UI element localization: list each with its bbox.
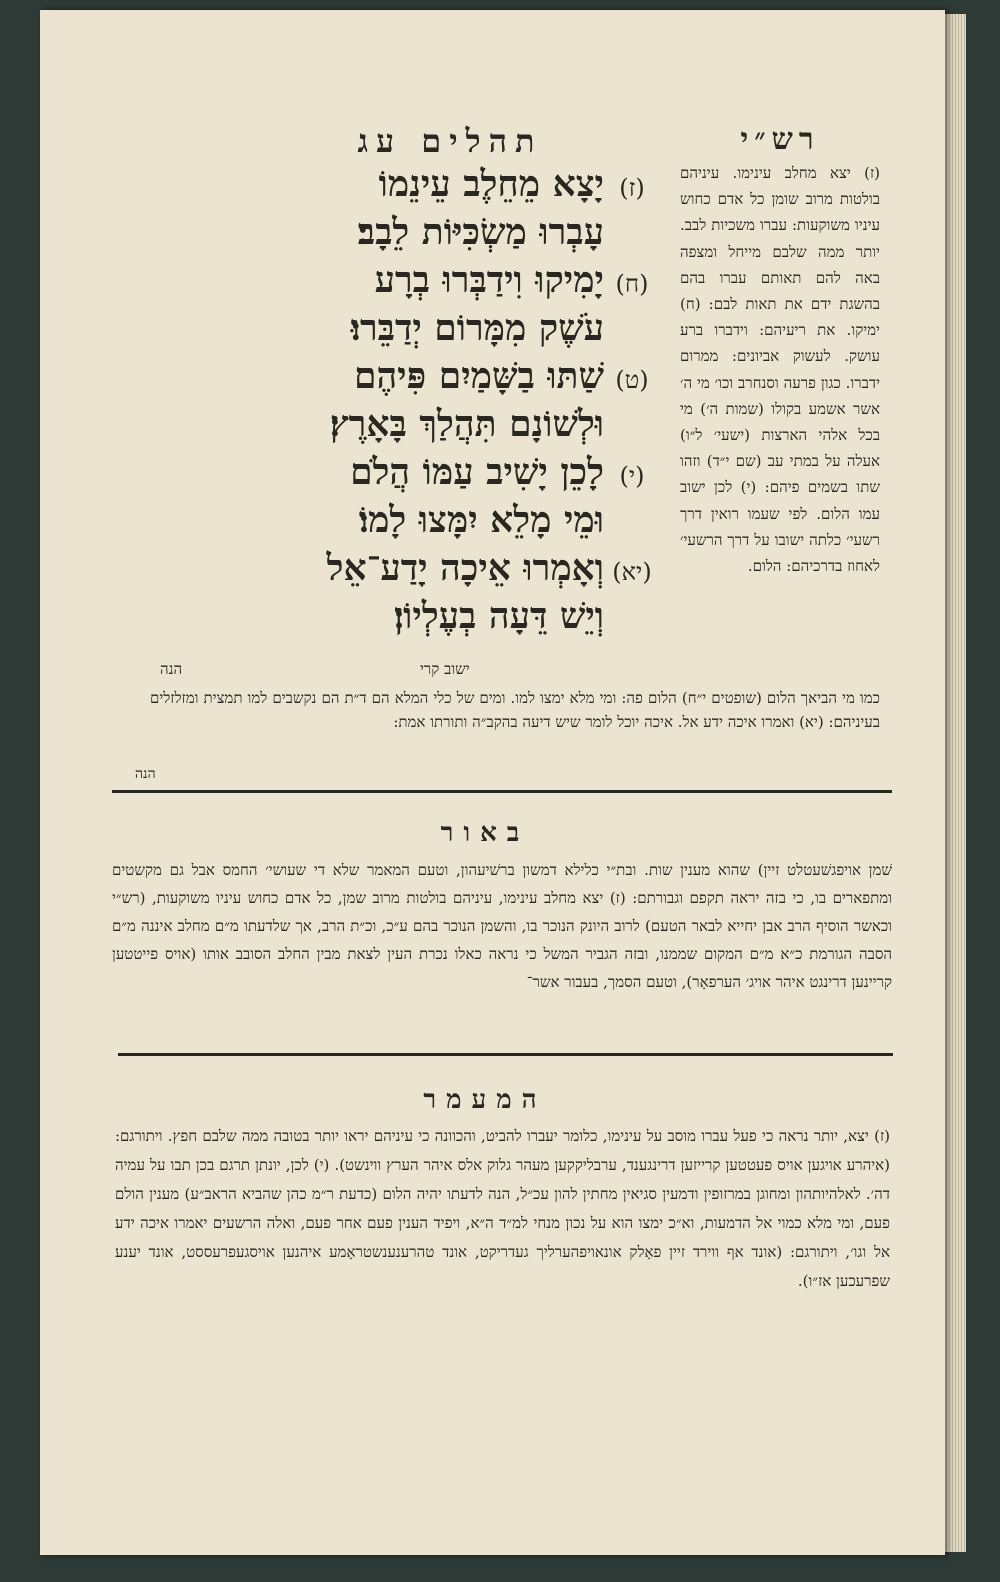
running-title: תהלים עג: [357, 122, 543, 160]
verse-7-line-1: [270, 160, 660, 208]
verses-block: [270, 160, 660, 640]
verse-text: עָבְרוּ מַשְׂכִּיּוֹת לֵבָב׃: [357, 211, 604, 253]
rashi-header: רש״י: [740, 122, 820, 157]
rashi-column-text: (ז) יצא מחלב עינימו. עיניהם בולטות מרוב שומן כל אדם כחוש עיניו משוקעות: עברו משכיות לבב. יותר ממה שלבם מייחל ומצפה באה להם תאותם עברו בהם בהשגת ידם את תאות לבם: (ח) ימיקו. את ריעיהם: וידברו ברע עושק. לעשוק אביונים: ממרום ידברו. כגון פרעה וסנחרב וכו׳ מי ה׳ אשר אשמע בקולו (שמות ה׳) מי בכל אלהי הארצות (ישעי׳ ל״ו) אעלה על במתי עב (שם י״ד) וזהו שתו בשמים פיהם: (י) לכן ישוב עמו הלום. לפי שעמו רואין דרך רשעי׳ כלתה ישובו על דרך הרשעי׳ לאחוז בדרכיהם: הלום.: [680, 164, 880, 576]
verse-number: (ז): [619, 174, 645, 202]
verse-11-line-2: [270, 592, 660, 640]
verse-text: שַׁתּוּ בַשָּׁמַיִם פִּיהֶם: [354, 355, 604, 397]
rashi-commentary-column: [680, 160, 880, 579]
verse-catchword: הנה: [160, 660, 183, 678]
biur-title: באור: [440, 818, 530, 848]
verse-10-line-1: [270, 448, 660, 496]
verse-number: (ט): [615, 366, 649, 394]
biur-text: שׁמן אויפגשׁעטלט זיין) שהוא מענין שות. ובת״י כלילא דמשון ברשׁיעהון, וטעם המאמר שלא די שעושי׳ החמס אבל גם מקשטים ומתפארים בו, כי בזה יראה תקפם וגבורתם: (ז) יצא מחלב עינימו, עיניהם בולטות מרוב שמן, כל אדם כחוש עיניו משוקעות, (רש״י וכאשר הוסיף הרב אבן יחייא לבאר הטעם) לרוב היונק הנוכר בו, והשמן הנוכר בהם ע״כ, וכ״ת הרב, אך שלדעתו מ״ם מחלב איננה מ״ם הסבה הגורמת כ״א מ״ם המקום שממנו, ובזה הגביר המשל כי נראה כאלו נכרת העין לצאת מבין החלב הסובב אותו (אויס פייטטען קריינען דרינגט איהר אויג׳ הערפאָר), וטעם הסמך, בעבור אשר־: [112, 861, 892, 991]
verse-10-line-2: [270, 496, 660, 544]
verse-9-line-2: [270, 400, 660, 448]
verse-text: וְיֵשׁ דֵּעָה בְעֶלְיוֹן׃: [394, 595, 604, 637]
ketiv-qere-note: ישוב קרי: [420, 660, 470, 678]
verse-text: עֹשֶׁק מִמָּרוֹם יְדַבֵּרוּ׃: [350, 307, 604, 349]
verse-number: (ח): [615, 270, 649, 298]
hamaamar-title: המעמר: [423, 1085, 547, 1115]
book-page: [40, 10, 945, 1555]
page-edges: [944, 14, 966, 1552]
section-divider: [112, 790, 892, 793]
hamaamar-text: (ז) יצא, יותר נראה כי פעל עברו מוסב על עינימו, כלומר יעברו להביט, והכוונה כי עיניהם יראו יותר בטובה ממה שלבם חפץ. ויתורגם: (איהרע אויגען אויס פעטטען קרייזען דרינגענד, ערבליקקען מעהר גלוק אלס איהר הערץ ווינשט). (י) לכן, יונתן תרגם בכן תבו על עמיה דה׳. לאלהיותהון ומחוגן במרזופין ודמעין סגיאין מחתין להון עכ״ל, הנה לדעתו יהיה הלום (כדעת ר״מ כהן שהביא הראב״ע) מענין הולם פעם, ומי מלא כמוי אל הדמעות, וא״כ ימצו הוא על נכון מנחי למ״ד ה״א, ויפיד הענין פעם אחר פעם, ואלה הרשעים יאמרו איכה ידע אל וגו׳, ויתורגם: (אונד אף ווירד זיין פאָלק אונאויפהערליך געדריקט, אונד טהרענענשטראָמע איהנען אויסגעפרעססט, אונד יענע שפרעכען אז״ו).: [115, 1127, 890, 1290]
verse-8-line-2: [270, 304, 660, 352]
verse-text: לָכֵן יָשִׁיב עַמּוֹ הֲלֹם: [350, 451, 604, 493]
verse-text: וּלְשׁוֹנָם תִּהֲלַךְ בָּאָרֶץ׃: [329, 403, 604, 445]
verse-text: וּמֵי מָלֵא יִמָּצוּ לָמוֹ׃: [358, 499, 604, 541]
verse-11-line-1: [270, 544, 660, 592]
verse-text: יָצָא מֵחֵלֶב עֵינֵמוֹ: [378, 163, 604, 205]
biur-commentary: [112, 856, 892, 996]
verse-8-line-1: [270, 256, 660, 304]
hamaamar-commentary: [115, 1122, 890, 1296]
verse-9-line-1: [270, 352, 660, 400]
rashi-continuation-text: כמו מי הביאך הלום (שופטים י״ח) הלום פה: ומי מלא ימצו למו. ומים של כלי המלא הם ד״ת הם נקשבים למו תמצית ומזלזלים בעיניהם: (יא) ואמרו איכה ידע אל. איכה יוכל לומר שיש דיעה בהקב״ה ותורתו אמת:: [150, 689, 880, 731]
verse-number: (י): [619, 462, 645, 490]
rashi-continuation: [150, 686, 880, 734]
verse-text: וְאָמְרוּ אֵיכָה יָדַע־אֵל: [326, 547, 604, 589]
verse-7-line-2: [270, 208, 660, 256]
verse-number: (יא): [612, 558, 652, 586]
verse-text: יָמִיקוּ וִידַבְּרוּ בְרָע: [374, 259, 604, 301]
section-divider: [118, 1053, 893, 1056]
rashi-catchword: הנה: [135, 766, 156, 782]
